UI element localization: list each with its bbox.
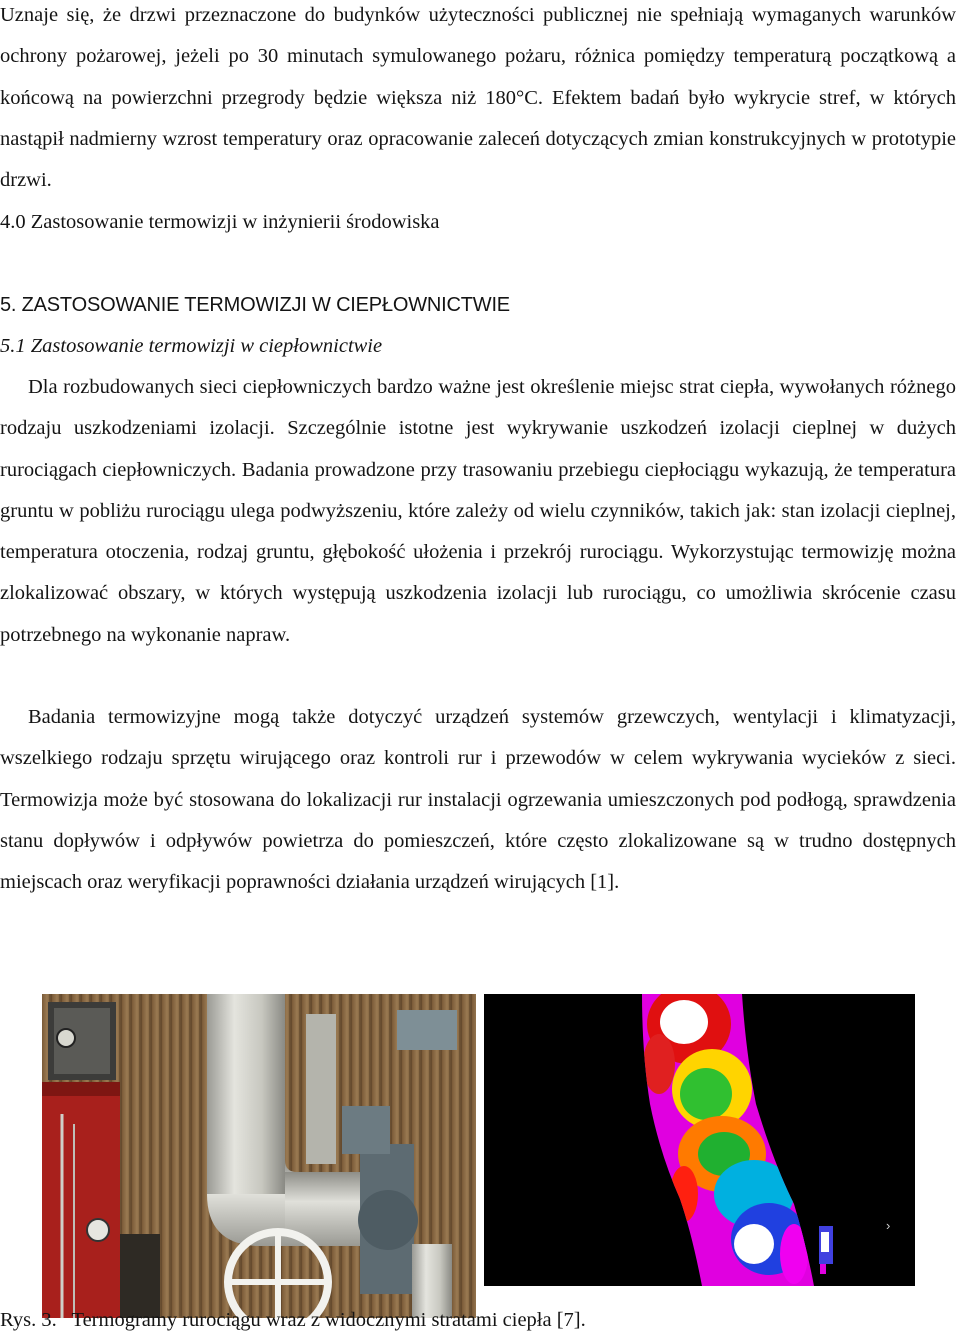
svg-text:›: ›: [886, 1218, 891, 1233]
paragraph-fire-doors: Uznaje się, że drzwi przeznaczone do budynków użyteczności publicznej nie spełniają wymaganych warunków ochrony pożarowej, jeżeli po 30 minutach symulowanego pożaru, różnica pomiędzy temperaturą początkową a końcową na powierzchni przegrody będzie większa niż 180°C. Efektem badań było wykrycie stref, w których nastąpił nadmierny wzrost temperatury oraz opracowanie zaleceń dotyczących zmian konstrukcyjnych w prototypie drzwi.: [0, 4, 956, 192]
figure-caption-label: Rys. 3.: [0, 1309, 57, 1331]
heading-4-0: 4.0 Zastosowanie termowizji w inżynierii środowiska: [0, 211, 440, 233]
paragraph-heating-networks: Dla rozbudowanych sieci ciepłowniczych bardzo ważne jest określenie miejsc strat ciepła, wywołanych różnego rodzaju uszkodzeniami izolacji. Szczególnie istotne jest wykrywanie uszkodzeń izolacji cieplnej w dużych rurociągach ciepłowniczych. Badania prowadzone przy trasowaniu przebiegu ciepłociągu wykazują, że temperatura gruntu w pobliżu rurociągu ulega podwyższeniu, które zależy od wielu czynników, takich jak: stan izolacji cieplnej, temperatura otoczenia, rodzaj gruntu, głębokość ułożenia i przekrój rurociągu. Wykorzystując termowizję można zlokalizować obszary, w których występują uszkodzenia izolacji lub rurociągu, co umożliwia skrócenie czasu potrzebnego na wykonanie napraw.: [0, 376, 956, 646]
figure-caption: [0, 1300, 586, 1341]
pipeline-photo: [42, 994, 476, 1318]
thermogram-image: [484, 994, 915, 1286]
figure-caption-text: Termogramy rurociągu wraz z widocznymi stratami ciepła [7].: [71, 1309, 586, 1331]
heading-5: 5. ZASTOSOWANIE TERMOWIZJI W CIEPŁOWNICTWIE: [0, 294, 510, 316]
heading-5-1: 5.1 Zastosowanie termowizji w ciepłownictwie: [0, 335, 383, 357]
paragraph-thermal-inspections: Badania termowizyjne mogą także dotyczyć urządzeń systemów grzewczych, wentylacji i klimatyzacji, wszelkiego rodzaju sprzętu wirującego oraz kontroli rur i przewodów w celem wykrywania wycieków z sieci. Termowizja może być stosowana do lokalizacji rur instalacji ogrzewania umieszczonych pod podłogą, sprawdzenia stanu dopływów i odpływów powietrza do pomieszczeń, które często zlokalizowane są w trudno dostępnych miejscach oraz weryfikacji poprawności działania urządzeń wirujących [1].: [0, 706, 956, 894]
